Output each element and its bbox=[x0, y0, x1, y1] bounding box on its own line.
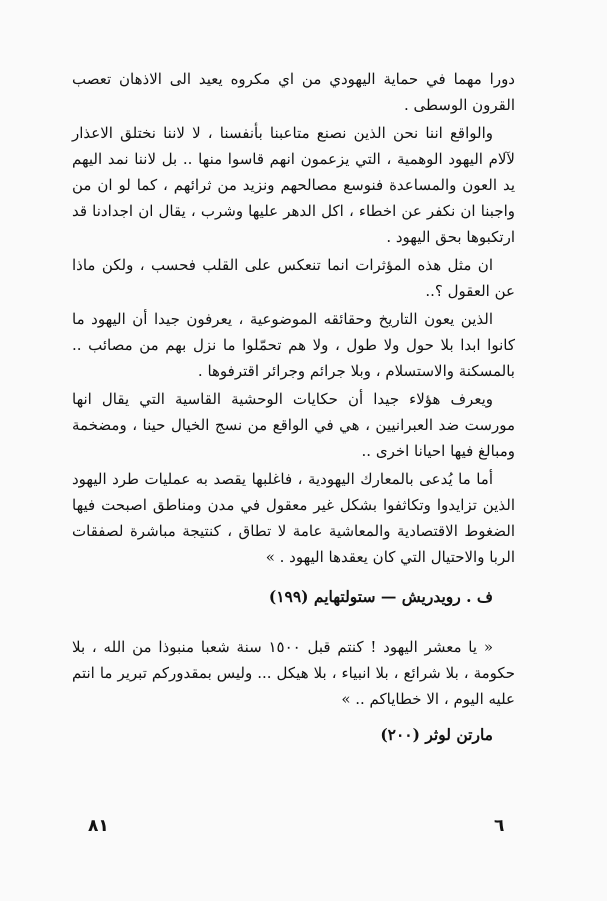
signature-mark: ٦ bbox=[494, 816, 505, 836]
paragraph-3: ان مثل هذه المؤثرات انما تنعكس على القلب فحسب ، ولكن ماذا عن العقول ؟.. bbox=[72, 256, 515, 300]
paragraph-6: أما ما يُدعى بالمعارك اليهودية ، فاغلبها يقصد به عمليات طرد اليهود الذين تزايدوا وتكاثفوا بشكل غير معقول في مدن ومناطق اصبحت فيها الضغوط الاقتصادية والمعاشية عامة لا تطاق ، كنتيجة مباشرة لصفقات الربا والاحتيال التي كان يعقدها اليهود . » bbox=[72, 470, 515, 566]
paragraph-1: دورا مهما في حماية اليهودي من اي مكروه يعيد الى الاذهان تعصب القرون الوسطى . bbox=[72, 70, 515, 114]
paragraph-2: والواقع اننا نحن الذين نصنع متاعبنا بأنفسنا ، لا لاننا نختلق الاعذار لآلام اليهود الوهمية ، التي يزعمون انهم قاسوا منها .. بل لاننا نمد اليهم يد العون والمساعدة فنوسع مصالحهم ونزيد من ثرائهم ، كما لو ان من واجبنا ان نكفر عن اخطاء ، اكل الدهر عليها وشرب ، يقال ان اجدادنا قد ارتكبوها بحق اليهود . bbox=[72, 124, 515, 246]
body-text bbox=[72, 66, 515, 772]
paragraph-5: ويعرف هؤلاء جيدا أن حكايات الوحشية القاسية التي يقال انها مورست ضد العبرانيين ، هي في الواقع من نسج الخيال حينا ، ومضخمة ومبالغ فيها احيانا اخرى .. bbox=[72, 390, 515, 460]
quote-paragraph: « يا معشر اليهود ! كنتم قبل ١٥٠٠ سنة شعبا منبوذا من الله ، بلا حكومة ، بلا شرائع ، بلا انبياء ، بلا هيكل ... وليس بمقدوركم تبرير ما انتم عليه اليوم ، الا خطاياكم .. » bbox=[72, 638, 515, 708]
citation-1: ف . رويدريش — ستولتهايم (١٩٩) bbox=[268, 587, 493, 606]
citation-2: مارتن لوثر (٢٠٠) bbox=[380, 725, 493, 744]
page-number: ٨١ bbox=[88, 816, 109, 836]
paragraph-4: الذين يعون التاريخ وحقائقه الموضوعية ، يعرفون جيدا أن اليهود ما كانوا ابدا بلا حول ولا طول ، ولا هم تحمّلوا ما نزل بهم من مصائب .. بالمسكنة والاستسلام ، وبلا جرائم وجرائر اقترفوها . bbox=[72, 310, 515, 380]
